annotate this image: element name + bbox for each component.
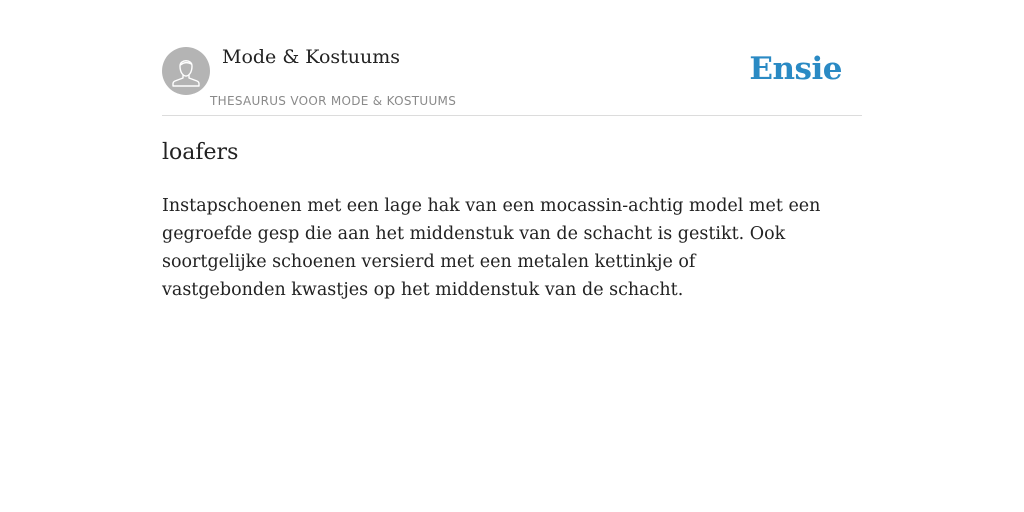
user-silhouette-icon (162, 47, 210, 95)
avatar[interactable] (162, 47, 210, 95)
entry-definition: Instapschoenen met een lage hak van een mocassin-achtig model met een gegroefde gesp die aan het middenstuk van de schacht is gestikt. Ook soortgelijke schoenen versierd met een metalen kettinkje of vastgebonden kwastjes op het middenstuk van de schacht. (162, 196, 821, 300)
site-tagline: THESAURUS VOOR MODE & KOSTUUMS (210, 94, 457, 108)
entry-term: loafers (162, 140, 239, 165)
site-header (162, 40, 862, 116)
site-name-link[interactable]: Mode & Kostuums (222, 46, 401, 68)
ensie-logo[interactable]: Ensie (749, 51, 842, 87)
